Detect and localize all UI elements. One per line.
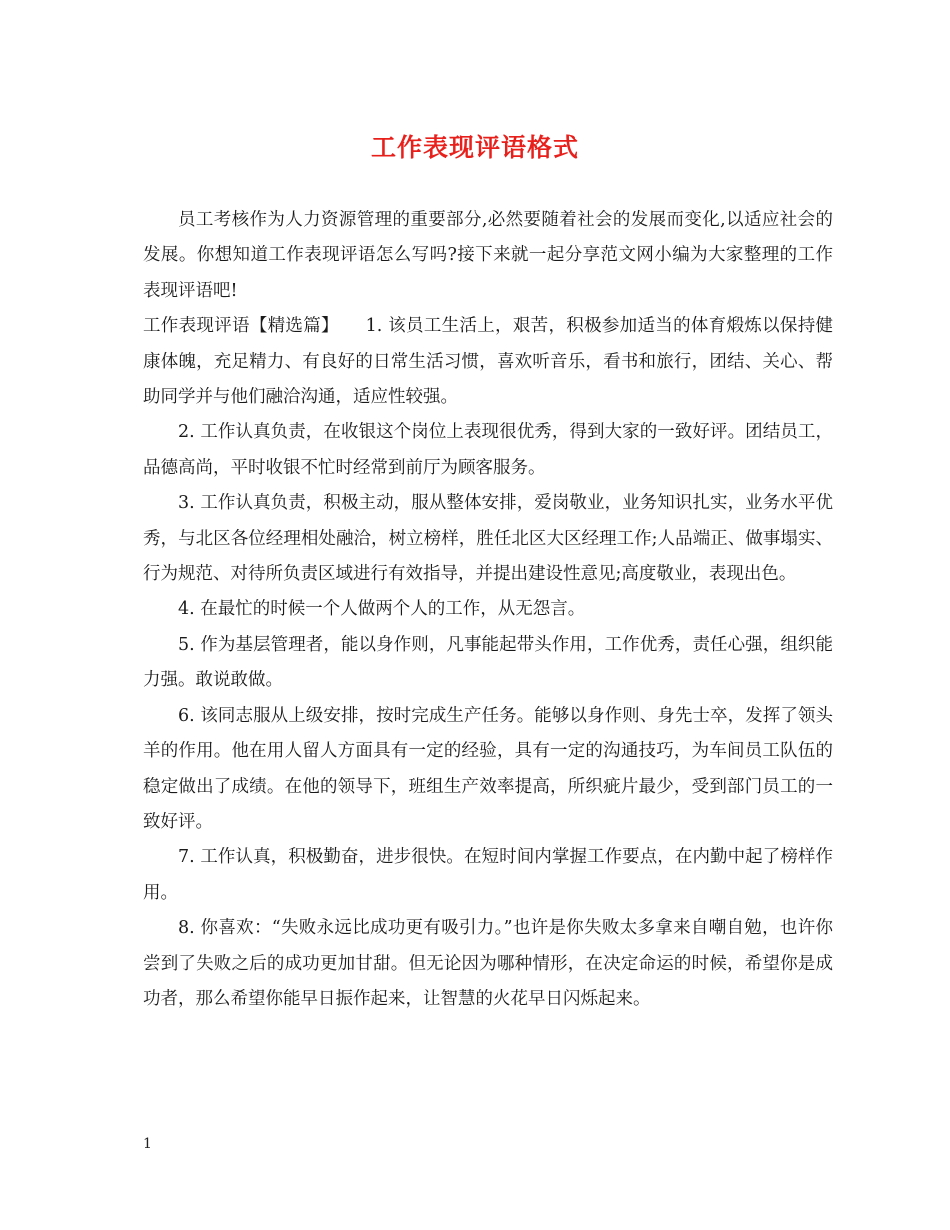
intro-paragraph: 员工考核作为人力资源管理的重要部分,必然要随着社会的发展而变化,以适应社会的发展。你想知道工作表现评语怎么写吗?接下来就一起分享范文网小编为大家整理的工作表现评语吧! — [143, 210, 833, 301]
comment-paragraph-8: 8. 你喜欢：“失败永远比成功更有吸引力。”也许是你失败太多拿来自嘲自勉，也许你尝到了失败之后的成功更加甘甜。但无论因为哪种情形，在决定命运的时候，希望你是成功者，那么希望你能早日振作起来，让智慧的火花早日闪烁起来。 — [143, 918, 833, 1009]
comment-paragraph-5: 5. 作为基层管理者，能以身作则，凡事能起带头作用，工作优秀，责任心强，组织能力强。敢说敢做。 — [143, 634, 833, 691]
comment-paragraph-3: 3. 工作认真负责，积极主动，服从整体安排，爱岗敬业，业务知识扎实，业务水平优秀，与北区各位经理相处融洽，树立榜样，胜任北区大区经理工作;人品端正、做事塌实、行为规范、对待所负责区域进行有效指导，并提出建设性意见;高度敬业，表现出色。 — [143, 493, 833, 585]
document-body — [143, 203, 833, 1017]
page-number: 1 — [143, 1136, 152, 1152]
document-title: 工作表现评语格式 — [370, 133, 579, 162]
comment-paragraph-6: 6. 该同志服从上级安排，按时完成生产任务。能够以身作则、身先士卒，发挥了领头羊的作用。他在用人留人方面具有一定的经验，具有一定的沟通技巧，为车间员工队伍的稳定做出了成绩。在他的领导下，班组生产效率提高，所织疵片最少，受到部门员工的一致好评。 — [143, 705, 833, 832]
comment-paragraph-4: 4. 在最忙的时候一个人做两个人的工作，从无怨言。 — [178, 599, 586, 620]
comment-paragraph-7: 7. 工作认真，积极勤奋，进步很快。在短时间内掌握工作要点，在内勤中起了榜样作用。 — [143, 847, 833, 903]
section-heading-paragraph: 工作表现评语【精选篇】 1. 该员工生活上，艰苦，积极参加适当的体育煅炼以保持健康体魄，充足精力、有良好的日常生活习惯，喜欢听音乐，看书和旅行，团结、关心、帮助同学并与他们融洽沟通，适应性较强。 — [143, 316, 833, 408]
comment-paragraph-2: 2. 工作认真负责，在收银这个岗位上表现很优秀，得到大家的一致好评。团结员工，品德高尚，平时收银不忙时经常到前厅为顾客服务。 — [143, 422, 833, 478]
